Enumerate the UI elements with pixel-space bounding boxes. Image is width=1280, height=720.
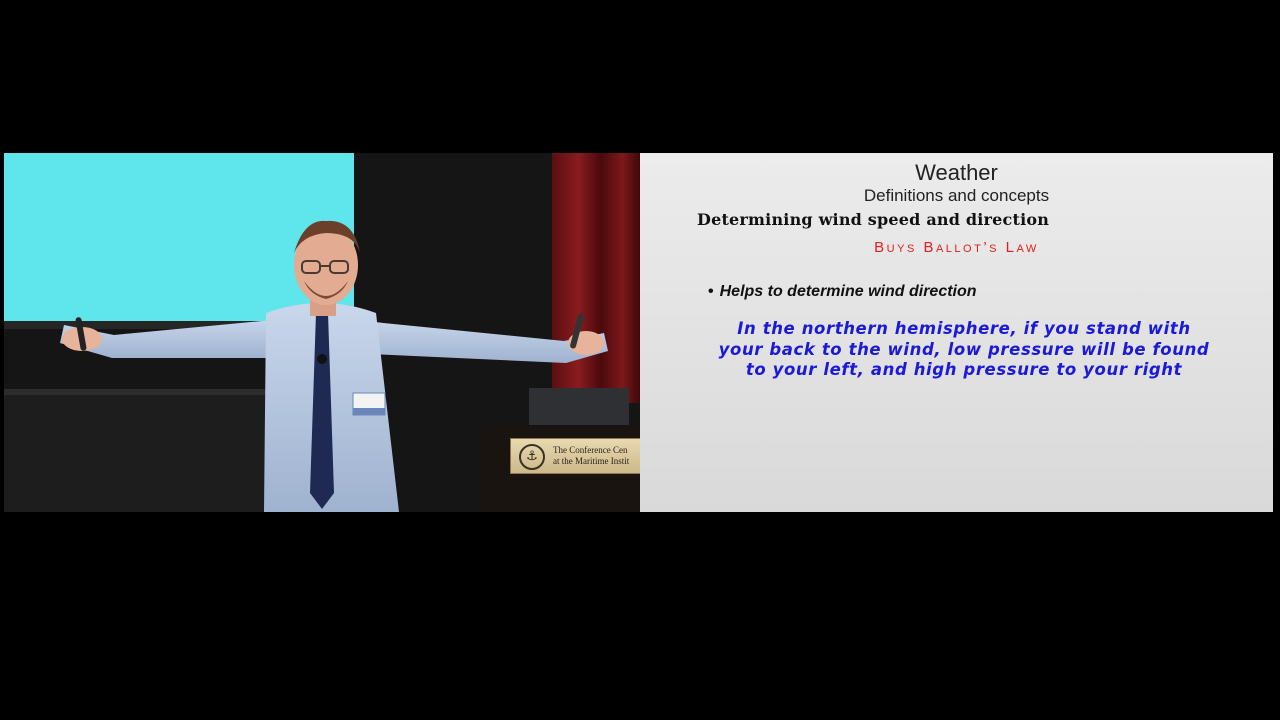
presentation-slide bbox=[640, 153, 1273, 512]
law-name: Buys Ballot’s Law bbox=[874, 239, 1039, 256]
red-curtain bbox=[552, 153, 640, 403]
slide-heading: Determining wind speed and direction bbox=[697, 210, 1050, 229]
bullet-icon: • bbox=[708, 283, 714, 300]
slide-title: Weather bbox=[915, 160, 998, 185]
slide-subtitle: Definitions and concepts bbox=[863, 186, 1050, 205]
bullet-item bbox=[708, 283, 977, 301]
laptop bbox=[529, 388, 629, 430]
speaker-video bbox=[4, 153, 640, 512]
podium-sign-line1: The Conference Cen bbox=[553, 445, 628, 455]
law-statement: In the northern hemisphere, if you stand with your back to the wind, low pressure will be found to your left, and high pressure to your right bbox=[718, 319, 1210, 379]
bullet-text: Helps to determine wind direction bbox=[719, 283, 977, 300]
podium-sign-line2: at the Maritime Instit bbox=[553, 456, 630, 466]
lapel-microphone bbox=[317, 354, 327, 364]
podium-sign bbox=[510, 438, 640, 474]
conference-seal-icon: ⚓ bbox=[519, 444, 545, 470]
